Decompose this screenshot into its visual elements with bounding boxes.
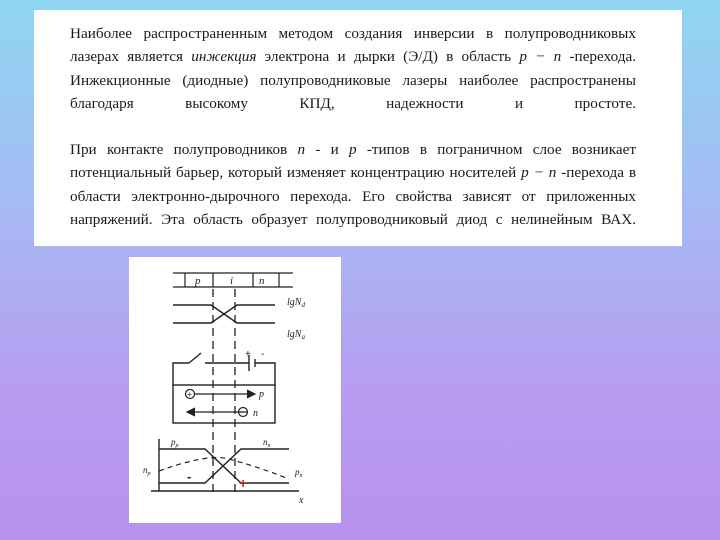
minority-holes-label: $p_n$ <box>295 467 303 479</box>
para2-mid2: -типов в пограничном слое возникает потенциальный барьер, который изменяет концентрацию носителей <box>70 141 636 182</box>
para2-p-type: p <box>349 141 357 158</box>
battery-plus-label: + <box>245 349 251 360</box>
hole-current-label: p <box>259 389 264 400</box>
para1-lead: Наиболее распространенным методом создания инверсии в полупроводниковых лазерах является <box>70 25 636 66</box>
para2-lead: При контакте полупроводников <box>70 141 298 158</box>
majority-electrons-label: $n_n$ <box>263 437 271 449</box>
para1-emphasis: инжекция <box>191 48 257 66</box>
paragraph-injection <box>70 22 636 116</box>
battery-minus-label: - <box>261 349 265 360</box>
para2-formula: p − n <box>521 164 557 182</box>
donor-concentration-label: lgN$_d$ <box>287 297 305 309</box>
region-i-label: i <box>230 275 234 287</box>
majority-holes-label: $p_p$ <box>171 437 179 449</box>
positive-charge-region: + <box>239 475 248 491</box>
acceptor-concentration-label: lgN$_a$ <box>287 329 305 341</box>
negative-charge-region: - <box>187 469 192 484</box>
doping-curves <box>173 305 275 323</box>
hole-symbol: + <box>187 390 192 399</box>
para2-rest: -перехода в области электронно-дырочного перехода. Его свойства зависят от приложенных напряжений. Эта область образует полупроводниковый диод с нелинейным ВАХ. <box>70 164 636 229</box>
text-panel <box>34 10 682 246</box>
para2-mid1: - и <box>305 141 350 158</box>
region-n-label: n <box>259 275 265 287</box>
paragraph-contact <box>70 138 636 232</box>
x-axis-label: x <box>299 495 304 506</box>
para1-mid: электрона и дырки (Э/Д) в область <box>256 48 520 66</box>
electron-symbol: − <box>240 408 245 417</box>
pn-junction-diagram <box>129 257 341 523</box>
electron-current-label: n <box>253 408 258 419</box>
para1-formula: p − n <box>519 48 562 66</box>
minority-electrons-label: $n_p$ <box>143 465 151 477</box>
pn-junction-figure <box>129 257 341 523</box>
para2-n-type: n <box>297 141 306 158</box>
region-p-label: p <box>195 275 201 287</box>
para1-rest: -перехода. Инжекционные (диодные) полупроводниковые лазеры наиболее распространены благодаря высокому КПД, надежности и простоте. <box>70 48 636 113</box>
